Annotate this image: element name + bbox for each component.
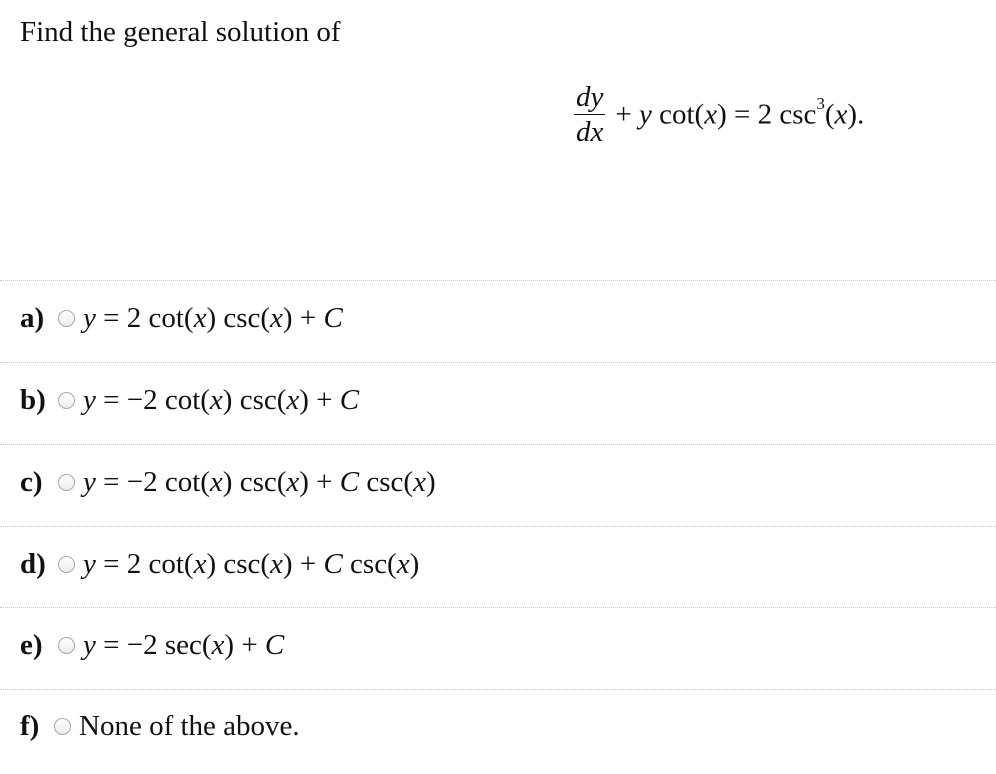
expr-var: x bbox=[270, 302, 283, 334]
eq-part: ). bbox=[847, 98, 865, 131]
derivative-fraction bbox=[574, 82, 605, 147]
choice-a[interactable] bbox=[20, 302, 343, 335]
radio-button[interactable] bbox=[58, 637, 75, 654]
fraction-numerator: dy bbox=[576, 81, 604, 113]
expr-var: x bbox=[413, 466, 426, 498]
expr-part: ) bbox=[425, 466, 436, 498]
radio-button[interactable] bbox=[58, 310, 75, 327]
expr-part: csc( bbox=[342, 548, 397, 580]
expr-part: ) csc( bbox=[222, 384, 287, 416]
expr-var: C bbox=[339, 466, 360, 498]
divider bbox=[0, 444, 996, 445]
choice-f[interactable] bbox=[20, 710, 300, 743]
choice-d[interactable] bbox=[20, 548, 419, 581]
expr-part: csc( bbox=[359, 466, 414, 498]
expr-part: = −2 cot( bbox=[95, 466, 210, 498]
choice-letter: f) bbox=[20, 710, 40, 742]
expr-part: = 2 cot( bbox=[95, 548, 194, 580]
expr-var: x bbox=[396, 548, 410, 580]
choice-b[interactable] bbox=[20, 384, 359, 417]
expr-part: ) csc( bbox=[206, 548, 271, 580]
divider bbox=[0, 607, 996, 608]
eq-part: cot( bbox=[651, 98, 705, 131]
question-prompt: Find the general solution of bbox=[20, 16, 341, 48]
choice-expression bbox=[83, 629, 284, 662]
expr-var: x bbox=[286, 466, 300, 498]
choice-expression bbox=[83, 302, 343, 335]
eq-var: x bbox=[704, 98, 718, 131]
expr-part: = −2 cot( bbox=[95, 384, 210, 416]
expr-part: ) + bbox=[299, 384, 340, 416]
expr-var: y bbox=[83, 384, 96, 416]
expr-part: ) csc( bbox=[222, 466, 287, 498]
divider bbox=[0, 689, 996, 690]
eq-var: y bbox=[638, 98, 652, 131]
expr-var: C bbox=[264, 629, 285, 661]
expr-part: ) bbox=[409, 548, 420, 580]
expr-part: ) + bbox=[299, 466, 340, 498]
radio-button[interactable] bbox=[58, 474, 75, 491]
choice-expression bbox=[83, 384, 359, 417]
expr-var: C bbox=[323, 302, 343, 334]
radio-button[interactable] bbox=[58, 392, 75, 409]
expr-var: x bbox=[270, 548, 283, 580]
choice-text: None of the above. bbox=[79, 710, 300, 742]
expr-part: = 2 cot( bbox=[95, 302, 194, 334]
expr-var: x bbox=[193, 548, 207, 580]
expr-var: y bbox=[83, 629, 96, 661]
choice-letter: b) bbox=[20, 384, 46, 416]
fraction-bar bbox=[574, 114, 605, 115]
choice-expression bbox=[83, 466, 436, 499]
radio-button[interactable] bbox=[58, 556, 75, 573]
expr-var: y bbox=[83, 466, 96, 498]
expr-var: x bbox=[211, 629, 225, 661]
expr-part: ) + bbox=[224, 629, 265, 661]
choice-expression bbox=[83, 548, 419, 581]
fraction-denominator: dx bbox=[576, 116, 604, 148]
equation-rest bbox=[615, 93, 865, 132]
expr-var: y bbox=[83, 302, 96, 334]
expr-var: y bbox=[83, 548, 96, 580]
eq-part: ( bbox=[824, 98, 835, 131]
radio-button[interactable] bbox=[54, 718, 71, 735]
choice-letter: c) bbox=[20, 466, 43, 498]
expr-part: ) + bbox=[282, 548, 324, 580]
choice-letter: a) bbox=[20, 302, 45, 334]
eq-exponent: 3 bbox=[816, 93, 825, 113]
choice-letter: d) bbox=[20, 548, 46, 580]
divider bbox=[0, 280, 996, 281]
eq-var: x bbox=[834, 98, 848, 131]
choice-e[interactable] bbox=[20, 629, 284, 662]
expr-var: x bbox=[209, 466, 223, 498]
differential-equation bbox=[574, 82, 864, 147]
expr-var: x bbox=[209, 384, 223, 416]
expr-var: x bbox=[286, 384, 300, 416]
expr-var: C bbox=[339, 384, 360, 416]
eq-part: ) = 2 csc bbox=[717, 98, 817, 131]
divider bbox=[0, 526, 996, 527]
expr-part: ) csc( bbox=[206, 302, 271, 334]
choice-c[interactable] bbox=[20, 466, 436, 499]
expr-var: x bbox=[193, 302, 207, 334]
divider bbox=[0, 362, 996, 363]
eq-part: + bbox=[615, 98, 639, 131]
choice-letter: e) bbox=[20, 629, 43, 661]
expr-part: ) + bbox=[282, 302, 324, 334]
expr-var: C bbox=[323, 548, 343, 580]
expr-part: = −2 sec( bbox=[95, 629, 212, 661]
